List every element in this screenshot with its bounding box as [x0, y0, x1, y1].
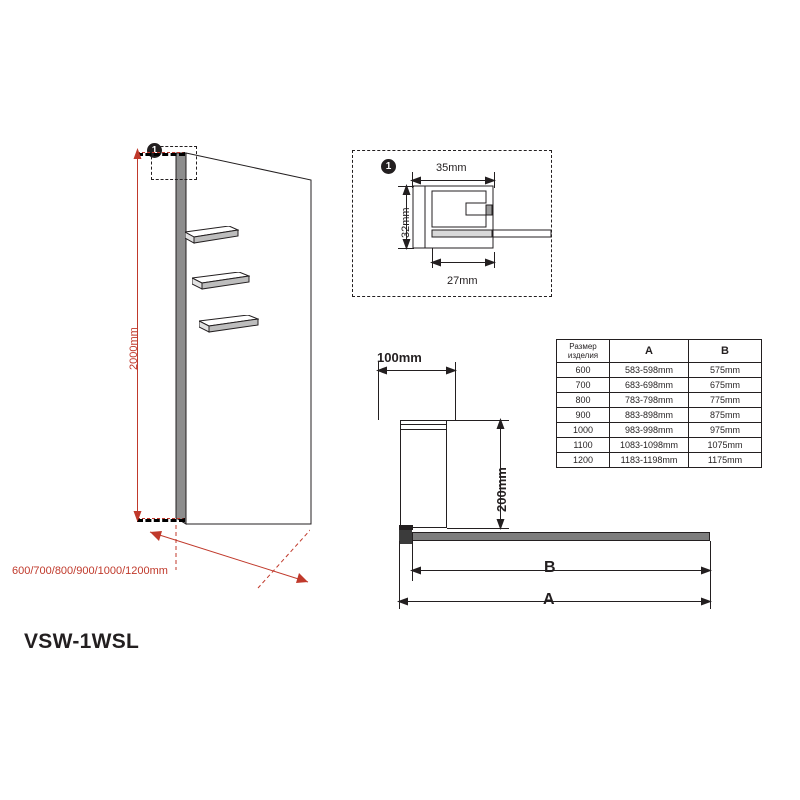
width-dimension-label: 600/700/800/900/1000/1200mm [12, 565, 168, 577]
cell-a: 583-598mm [610, 363, 689, 378]
cell-b: 675mm [689, 378, 762, 393]
plan-dim-100-arrow-left [376, 365, 388, 376]
shelf-top [185, 226, 239, 250]
table-row [557, 438, 762, 453]
plan-dim-200-arrow-bottom [495, 518, 506, 530]
wall-profile-cap [399, 525, 413, 530]
height-ext-line-top [137, 152, 185, 156]
height-dimension-label: 2000mm [128, 327, 140, 370]
cell-a: 1183-1198mm [610, 453, 689, 468]
cell-b: 1075mm [689, 438, 762, 453]
cell-size: 800 [557, 393, 610, 408]
cell-size: 900 [557, 408, 610, 423]
cell-size: 700 [557, 378, 610, 393]
cell-a: 983-998mm [610, 423, 689, 438]
cell-b: 1175mm [689, 453, 762, 468]
table-row [557, 378, 762, 393]
cell-a: 1083-1098mm [610, 438, 689, 453]
cell-size: 1000 [557, 423, 610, 438]
detail-dim-27-arrow-left [430, 257, 442, 268]
cell-size: 600 [557, 363, 610, 378]
detail-height-label: 32mm [400, 207, 412, 238]
page-title: VSW-1WSL [24, 630, 140, 653]
table-header-row [557, 340, 762, 363]
shelf-middle [192, 272, 250, 296]
detail-dim-35-line [412, 180, 494, 181]
size-table [556, 339, 762, 468]
dim-a-arrow-right [700, 596, 712, 607]
plan-dim-100-arrow-right [445, 365, 457, 376]
cell-size: 1200 [557, 453, 610, 468]
table-row [557, 408, 762, 423]
cell-b: 875mm [689, 408, 762, 423]
detail-width-top-label: 35mm [436, 162, 467, 174]
table-row [557, 423, 762, 438]
dim-a-label: A [543, 591, 555, 608]
cell-b: 775mm [689, 393, 762, 408]
callout-marker-1: 1 [147, 143, 162, 158]
profile-section [412, 185, 552, 260]
support-bar-block [400, 420, 447, 528]
dim-b-label: B [544, 559, 556, 576]
height-arrow-top [132, 148, 143, 162]
dim-b-line [412, 570, 710, 571]
plan-dim-100-line [378, 370, 455, 371]
plan-depth-label: 100mm [377, 350, 422, 365]
cell-b: 975mm [689, 423, 762, 438]
table-row [557, 453, 762, 468]
detail-dim-27-arrow-right [484, 257, 496, 268]
table-row [557, 363, 762, 378]
cell-a: 783-798mm [610, 393, 689, 408]
detail-dim-32-arrow-bottom [401, 238, 412, 250]
dim-b-arrow-left [410, 565, 422, 576]
detail-dim-35-arrow-right [484, 175, 496, 186]
cell-a: 683-698mm [610, 378, 689, 393]
detail-dim-32-arrow-top [401, 184, 412, 196]
detail-callout-marker: 1 [381, 159, 396, 174]
detail-width-bottom-label: 27mm [447, 275, 478, 287]
cell-b: 575mm [689, 363, 762, 378]
wall-profile-block [399, 529, 412, 544]
glass-panel-plan [412, 532, 710, 541]
dim-a-arrow-left [397, 596, 409, 607]
table-row [557, 393, 762, 408]
table-header-size: Размер изделия [557, 340, 610, 363]
table-header-b: B [689, 340, 762, 363]
shelf-bottom [199, 315, 259, 339]
table-header-a: A [610, 340, 689, 363]
plan-dim-200-arrow-top [495, 418, 506, 430]
cell-a: 883-898mm [610, 408, 689, 423]
cell-size: 1100 [557, 438, 610, 453]
support-bar-cap [400, 424, 447, 430]
plan-height-label: 200mm [494, 467, 509, 512]
